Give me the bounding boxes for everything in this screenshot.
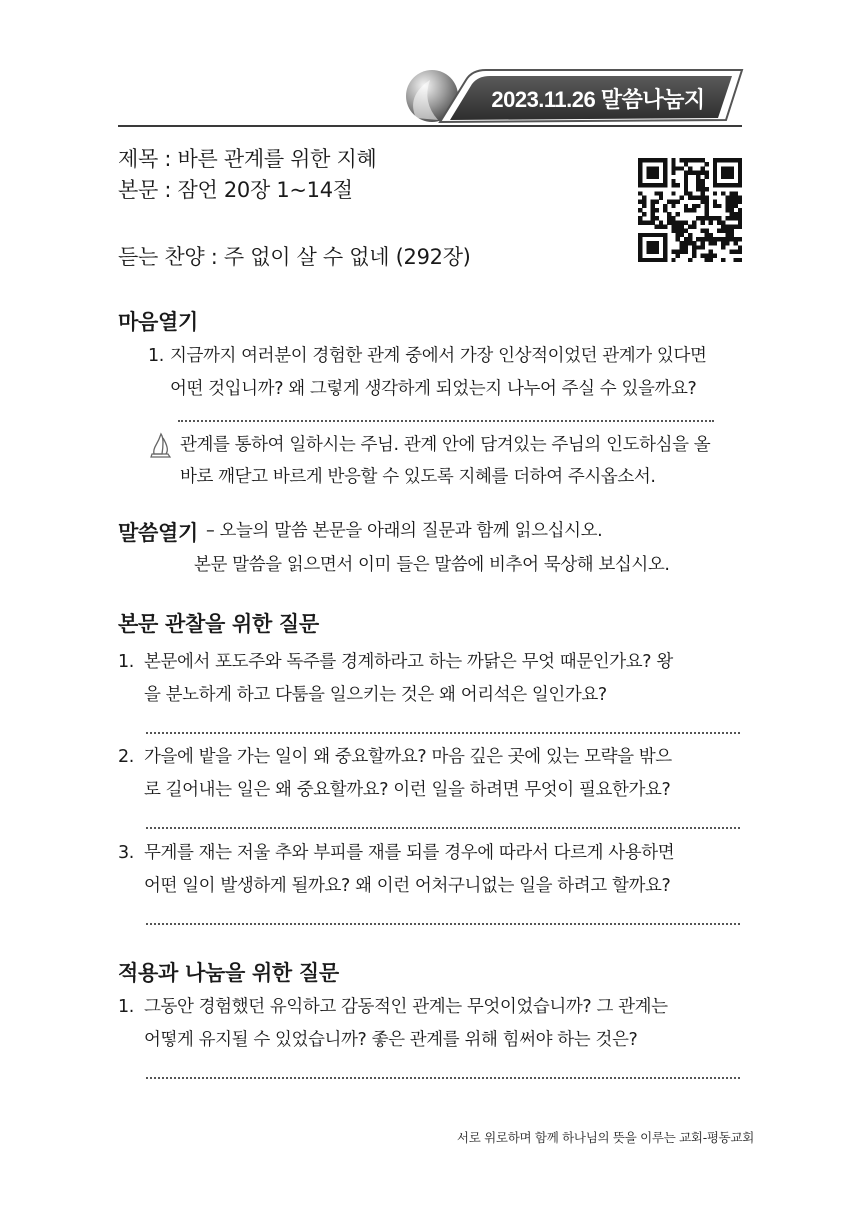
answer-line — [146, 1077, 740, 1079]
hymn-line: 듣는 찬양 : 주 없이 살 수 없네 (292장) — [118, 245, 471, 269]
answer-line — [146, 827, 740, 829]
opening-question-number: 1. — [148, 346, 164, 366]
scripture-reference: 본문 : 잠언 20장 1~14절 — [118, 178, 353, 202]
application-heading: 적용과 나눔을 위한 질문 — [118, 961, 339, 985]
question-number: 1. — [118, 652, 134, 672]
answer-line — [146, 923, 740, 925]
question-number: 2. — [118, 747, 134, 767]
word-instruction-line1: – 오늘의 말씀 본문을 아래의 질문과 함께 읽으십시오. — [206, 521, 603, 541]
opening-heading: 마음열기 — [118, 310, 198, 334]
word-heading: 말씀열기 — [118, 521, 198, 545]
observation-question — [118, 837, 742, 937]
qr-code-icon[interactable] — [638, 158, 742, 262]
question-line2: 을 분노하게 하고 다툼을 일으키는 것은 왜 어리석은 일인가요? — [144, 685, 607, 705]
prayer-line1: 관계를 통하여 일하시는 주님. 관계 안에 담겨있는 주님의 인도하심을 올 — [180, 435, 711, 455]
header-rule — [118, 125, 742, 127]
question-line2: 어떻게 유지될 수 있었습니까? 좋은 관계를 위해 힘써야 하는 것은? — [144, 1030, 638, 1050]
word-instruction-line2: 본문 말씀을 읽으면서 이미 들은 말씀에 비추어 묵상해 보십시오. — [194, 555, 670, 575]
question-number: 1. — [118, 997, 134, 1017]
question-line2: 어떤 일이 발생하게 될까요? 왜 이런 어처구니없는 일을 하려고 할까요? — [144, 876, 671, 896]
prayer-line2: 바로 깨닫고 바르게 반응할 수 있도록 지혜를 더하여 주시옵소서. — [180, 467, 656, 487]
question-number: 3. — [118, 843, 134, 863]
observation-heading: 본문 관찰을 위한 질문 — [118, 612, 319, 636]
observation-question — [118, 646, 742, 746]
question-line2: 로 길어내는 일은 왜 중요할까요? 이런 일을 하려면 무엇이 필요한가요? — [144, 780, 671, 800]
question-line1: 무게를 재는 저울 추와 부피를 재를 되를 경우에 따라서 다르게 사용하면 — [144, 843, 675, 863]
answer-line — [178, 420, 714, 422]
footer-church-motto: 서로 위로하며 함께 하나님의 뜻을 이루는 교회-평동교회 — [456, 1130, 754, 1145]
application-question — [118, 991, 742, 1091]
observation-question — [118, 741, 742, 841]
answer-line — [146, 732, 740, 734]
header-title: 2023.11.26 말씀나눔지 — [491, 87, 705, 112]
question-line1: 본문에서 포도주와 독주를 경계하라고 하는 까닭은 무엇 때문인가요? 왕 — [144, 652, 673, 672]
question-line1: 그동안 경험했던 유익하고 감동적인 관계는 무엇이었습니까? 그 관계는 — [144, 997, 668, 1017]
question-line1: 가을에 밭을 가는 일이 왜 중요할까요? 마음 깊은 곳에 있는 모략을 밖으 — [144, 747, 672, 767]
opening-question-line1: 지금까지 여러분이 경험한 관계 중에서 가장 인상적이었던 관계가 있다면 — [170, 346, 707, 366]
opening-question-line2: 어떤 것입니까? 왜 그렇게 생각하게 되었는지 나누어 주실 수 있을까요? — [170, 379, 697, 399]
sermon-title: 제목 : 바른 관계를 위한 지혜 — [118, 147, 377, 171]
praying-hands-icon — [148, 432, 174, 458]
